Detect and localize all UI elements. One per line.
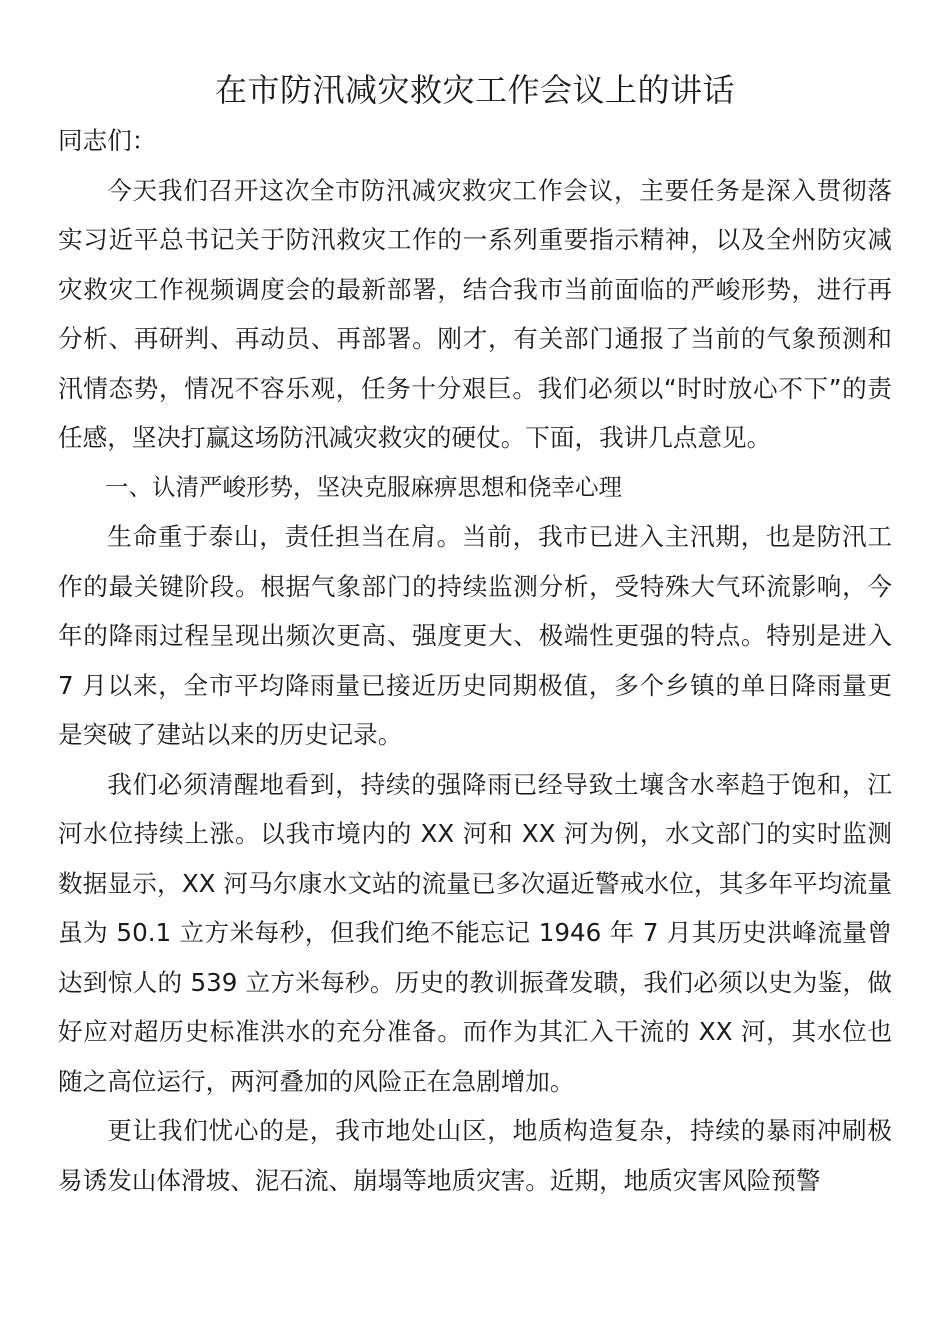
document-title: 在市防汛减灾救灾工作会议上的讲话 [214,71,735,109]
section-heading: 一、认清严峻形势，坚决克服麻痹思想和侥幸心理 [105,472,622,501]
body-paragraph: 我们必须清醒地看到，持续的强降雨已经导致土壤含水率趋于饱和，江河水位持续上涨。以我市境内的 XX 河和 XX 河为例，水文部门的实时监测数据显示，XX 河马尔康水文站的流量已多次逼近警戒水位，其多年平均流量虽为 50.1 立方米每秒，但我们绝不能忘记 1946 年 7 月其历史洪峰流量曾达到惊人的 539 立方米每秒。历史的教训振聋发聩，我们必须以史为鉴，做好应对超历史标准洪水的充分准备。而作为其汇入干流的 XX 河，其水位也随之高位运行，两河叠加的风险正在急剧增加。 [58,769,892,1096]
body-paragraph: 更让我们忧心的是，我市地处山区，地质构造复杂，持续的暴雨冲刷极易诱发山体滑坡、泥石流、崩塌等地质灾害。近期，地质灾害风险预警 [58,1116,892,1195]
intro-paragraph: 今天我们召开这次全市防汛减灾救灾工作会议，主要任务是深入贯彻落实习近平总书记关于防汛救灾工作的一系列重要指示精神，以及全州防灾减灾救灾工作视频调度会的最新部署，结合我市当前面临的严峻形势，进行再分析、再研判、再动员、再部署。刚才，有关部门通报了当前的气象预测和汛情态势，情况不容乐观，任务十分艰巨。我们必须以“时时放心不下”的责任感，坚决打赢这场防汛减灾救灾的硬仗。下面，我讲几点意见。 [58,175,892,452]
salutation: 同志们： [58,126,157,155]
document-body [58,116,892,1205]
body-paragraph: 生命重于泰山，责任担当在肩。当前，我市已进入主汛期，也是防汛工作的最关键阶段。根据气象部门的持续监测分析，受特殊大气环流影响，今年的降雨过程呈现出频次更高、强度更大、极端性更强的特点。特别是进入 7 月以来，全市平均降雨量已接近历史同期极值，多个乡镇的单日降雨量更是突破了建站以来的历史记录。 [58,522,892,749]
